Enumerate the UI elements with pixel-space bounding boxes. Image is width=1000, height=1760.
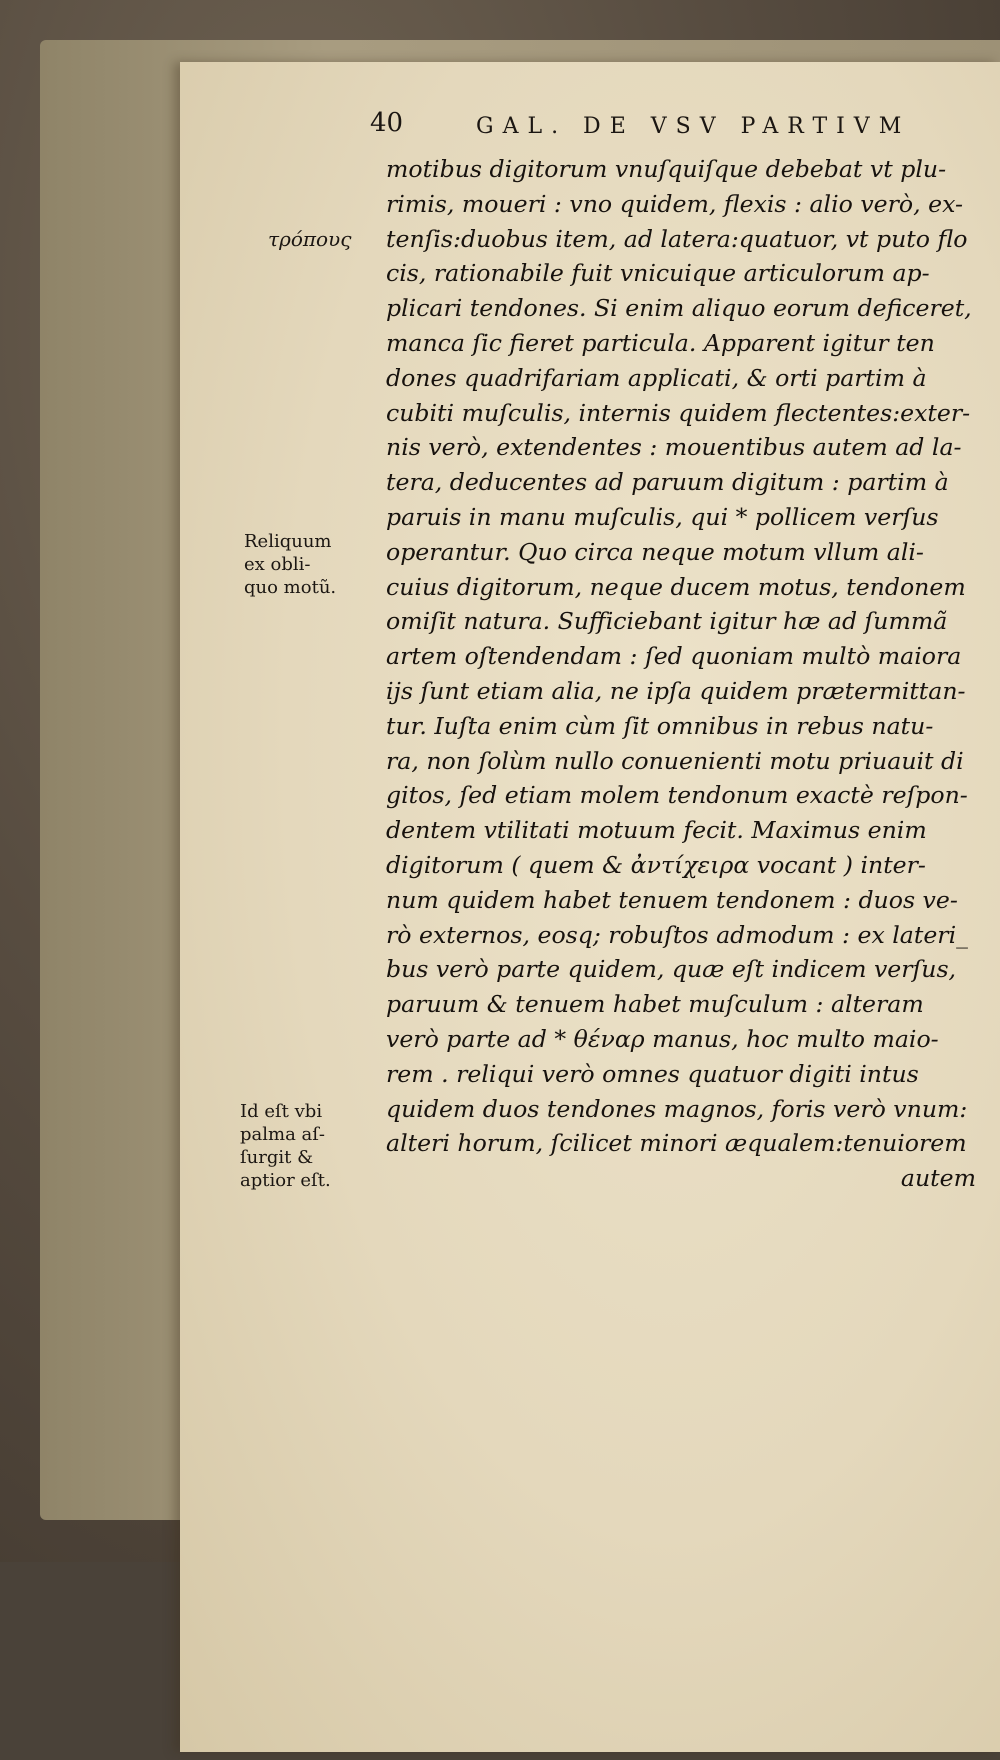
text-line: cuius digitorum, neque ducem motus, tendonem: [386, 572, 966, 601]
text-line: tera, deducentes ad paruum digitum : partim à: [386, 468, 949, 497]
main-text-block: [386, 152, 976, 1196]
text-line: rò externos, eosq; robuſtos admodum : ex lateri_: [386, 920, 968, 949]
text-line: ra, non ſolùm nullo conuenienti motu priuauit di: [386, 746, 964, 775]
text-line: verò parte ad * θέναρ manus, hoc multo maio-: [386, 1024, 939, 1053]
text-line: tur. Iuſta enim cùm ſit omnibus in rebus natu-: [386, 711, 934, 740]
running-head: GAL. DE VSV PARTIVM: [476, 114, 911, 139]
margin-note-line: quo motũ.: [244, 577, 337, 598]
text-line: nis verò, extendentes : mouentibus autem ad la-: [386, 433, 962, 462]
text-line: cubiti muſculis, internis quidem flectentes:exter-: [386, 398, 971, 427]
page-stack-edges: [110, 70, 190, 1760]
text-line: alteri horum, ſcilicet minori æqualem:tenuiorem: [386, 1129, 967, 1158]
text-line: rimis, moueri : vno quidem, flexis : alio verò, ex-: [386, 189, 963, 218]
text-line: omiſit natura. Sufficiebant igitur hæ ad ſummã: [386, 607, 948, 636]
text-line: cis, rationabile fuit vnicuique articulorum ap-: [386, 259, 930, 288]
margin-note-line: palma aſ-: [240, 1124, 326, 1145]
text-line: quidem duos tendones magnos, foris verò vnum:: [386, 1094, 968, 1123]
margin-note-line: Reliquum: [244, 531, 332, 552]
text-line: digitorum ( quem & ἀντίχειρα vocant ) inter-: [386, 850, 926, 879]
margin-note-line: aptior eſt.: [240, 1170, 331, 1191]
margin-note-line: ex obli-: [244, 554, 311, 575]
margin-note-palma: [240, 1100, 331, 1192]
text-line: paruis in manu muſculis, qui * pollicem verſus: [386, 502, 939, 531]
text-line: rem . reliqui verò omnes quatuor digiti intus: [386, 1059, 919, 1088]
text-line: gitos, ſed etiam molem tendonum exactè reſpon-: [386, 781, 968, 810]
margin-note-line: ſurgit &: [240, 1147, 314, 1168]
text-line: motibus digitorum vnuſquiſque debebat vt plu-: [386, 155, 947, 183]
text-line: plicari tendones. Si enim aliquo eorum deficeret,: [386, 294, 972, 323]
margin-note-line: Id eſt vbi: [240, 1101, 323, 1122]
page-number: 40: [370, 108, 404, 138]
text-line: dentem vtilitati motuum fecit. Maximus enim: [386, 816, 927, 845]
text-line: manca ſic fieret particula. Apparent igitur ten: [386, 328, 935, 357]
text-line: ijs ſunt etiam alia, ne ipſa quidem prætermittan-: [386, 676, 966, 705]
page-header: [0, 108, 1000, 148]
text-line: bus verò parte quidem, quæ eſt indicem verſus,: [386, 955, 957, 984]
text-line: paruum & tenuem habet muſculum : alteram: [386, 990, 924, 1019]
margin-note-greek: τρόπους: [268, 227, 352, 251]
text-line: dones quadrifariam applicati, & orti partim à: [386, 363, 927, 392]
text-line: num quidem habet tenuem tendonem : duos ve-: [386, 885, 958, 914]
text-line: operantur. Quo circa neque motum vllum ali-: [386, 537, 924, 566]
text-line: artem oſtendendam : ſed quoniam multò maiora: [386, 642, 962, 671]
text-line: tenſis:duobus item, ad latera:quatuor, vt puto flo: [386, 224, 968, 253]
margin-note-reliquum: [244, 530, 336, 599]
catchword: autem: [900, 1164, 976, 1193]
